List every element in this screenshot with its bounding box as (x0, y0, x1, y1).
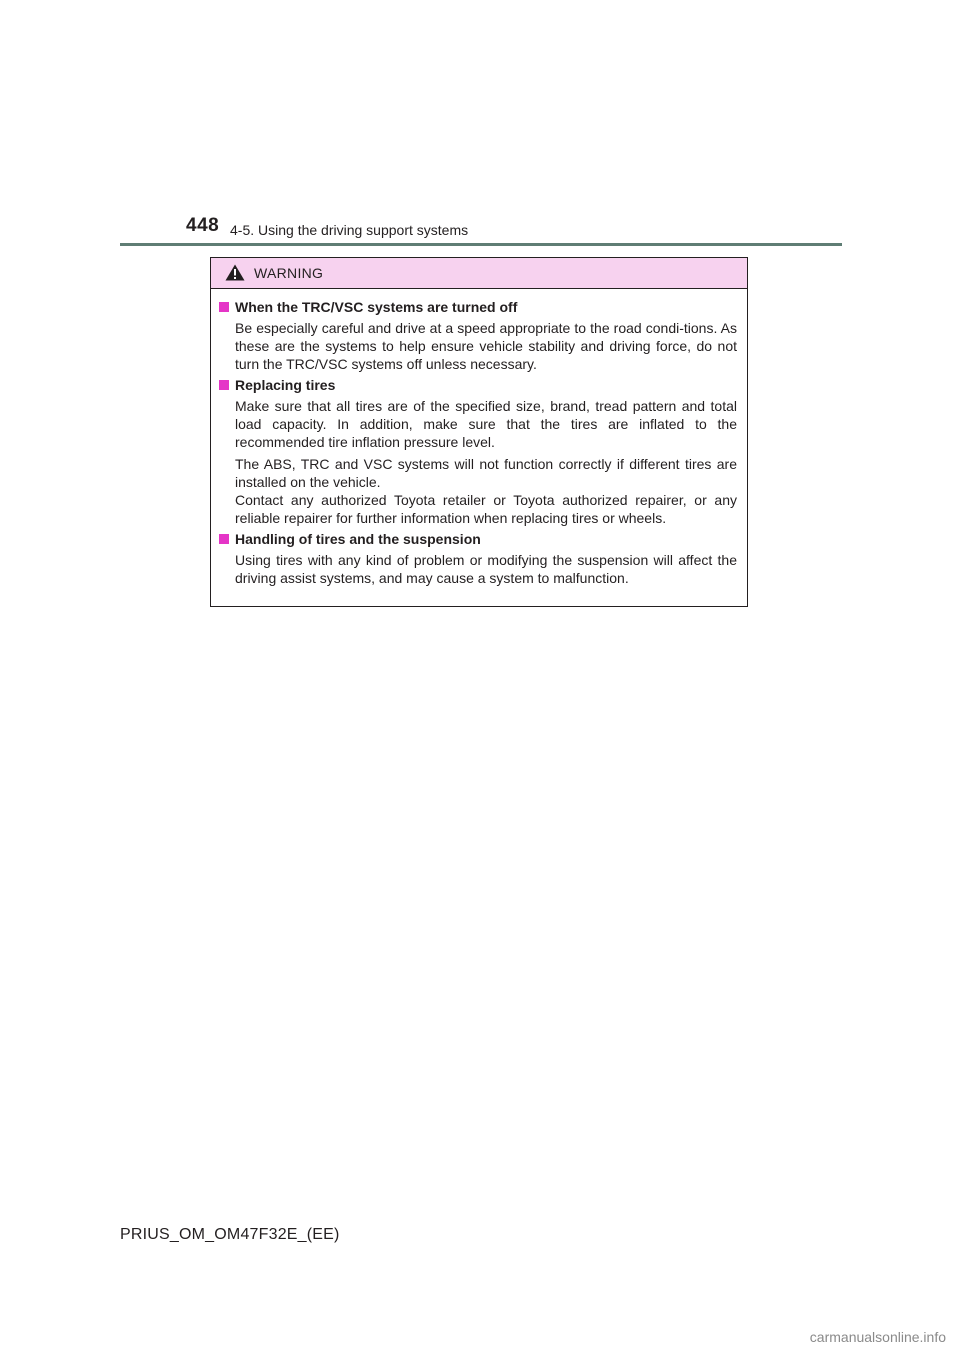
item-heading: Handling of tires and the suspension (235, 531, 481, 547)
item-paragraph: Be especially careful and drive at a speed appropriate to the road condi-tions. As these are the systems to help ensure vehicle stability and driving force, do not turn the TRC/VSC systems off unless necessary. (235, 320, 737, 372)
warning-triangle-icon (225, 264, 245, 281)
item-heading: When the TRC/VSC systems are turned off (235, 299, 518, 315)
item-paragraph: Using tires with any kind of problem or modifying the suspension will affect the driving assist systems, and may cause a system to malfunction. (235, 552, 737, 586)
bullet-square-icon (219, 534, 229, 544)
warning-item-trc-vsc-off (219, 298, 737, 373)
document-id: PRIUS_OM_OM47F32E_(EE) (120, 1226, 340, 1243)
section-title: 4-5. Using the driving support systems (230, 222, 469, 238)
warning-item-tires-suspension (219, 530, 737, 587)
bullet-square-icon (219, 380, 229, 390)
warning-body (211, 289, 747, 587)
bullet-square-icon (219, 302, 229, 312)
warning-label: WARNING (254, 265, 324, 281)
header-rule (120, 243, 842, 246)
page-number: 448 (186, 215, 220, 236)
warning-item-replacing-tires (219, 376, 737, 527)
item-paragraph: Contact any authorized Toyota retailer or Toyota authorized repairer, or any reliable repairer for further information when replacing tires or wheels. (235, 492, 737, 526)
item-paragraph: The ABS, TRC and VSC systems will not function correctly if different tires are installed on the vehicle. (235, 456, 737, 490)
warning-box (210, 257, 748, 607)
warning-header (211, 258, 747, 289)
item-paragraph: Make sure that all tires are of the specified size, brand, tread pattern and total load capacity. In addition, make sure that the tires are inflated to the recommended tire inflation pressure level. (235, 398, 737, 450)
item-heading: Replacing tires (235, 377, 336, 393)
watermark[interactable]: carmanualsonline.info (809, 1329, 946, 1345)
